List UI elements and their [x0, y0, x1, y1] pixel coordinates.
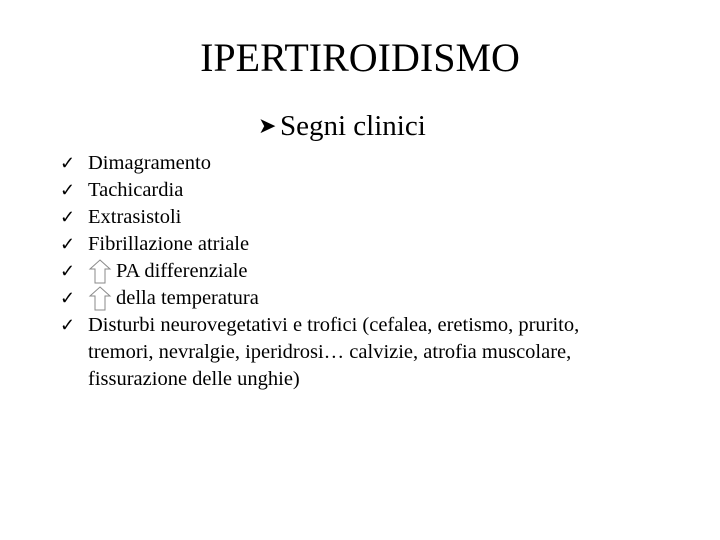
list-item [60, 285, 680, 312]
list-item-text: PA differenziale [116, 260, 248, 282]
list-item-text: Disturbi neurovegetativi e trofici (cefalea, eretismo, prurito, tremori, nevralgie, iperidrosi… calvizie, atrofia muscolare, fissurazione delle unghie) [88, 314, 580, 390]
list-item-text: Dimagramento [88, 152, 211, 174]
list-item-text: Fibrillazione atriale [88, 233, 250, 255]
checkmark-icon: ✓ [60, 207, 76, 227]
list-item-text: della temperatura [116, 287, 259, 309]
checkmark-icon: ✓ [60, 180, 76, 200]
subtitle [258, 108, 426, 144]
checkmark-icon: ✓ [60, 234, 76, 254]
list-item [60, 312, 680, 393]
subtitle-text: Segni clinici [280, 110, 426, 142]
list-item [60, 231, 680, 258]
up-arrow-icon [88, 285, 112, 312]
arrow-bullet-icon: ➤ [258, 113, 277, 138]
checkmark-icon: ✓ [60, 153, 76, 173]
signs-list [60, 150, 680, 393]
checkmark-icon: ✓ [60, 261, 76, 281]
checkmark-icon: ✓ [60, 288, 76, 308]
slide-title: IPERTIROIDISMO [200, 35, 520, 80]
up-arrow-icon [88, 258, 112, 285]
list-item [60, 258, 680, 285]
list-item [60, 177, 680, 204]
list-item [60, 150, 680, 177]
list-item [60, 204, 680, 231]
checkmark-icon: ✓ [60, 315, 76, 335]
list-item-text: Extrasistoli [88, 206, 182, 228]
list-item-text: Tachicardia [88, 179, 184, 201]
